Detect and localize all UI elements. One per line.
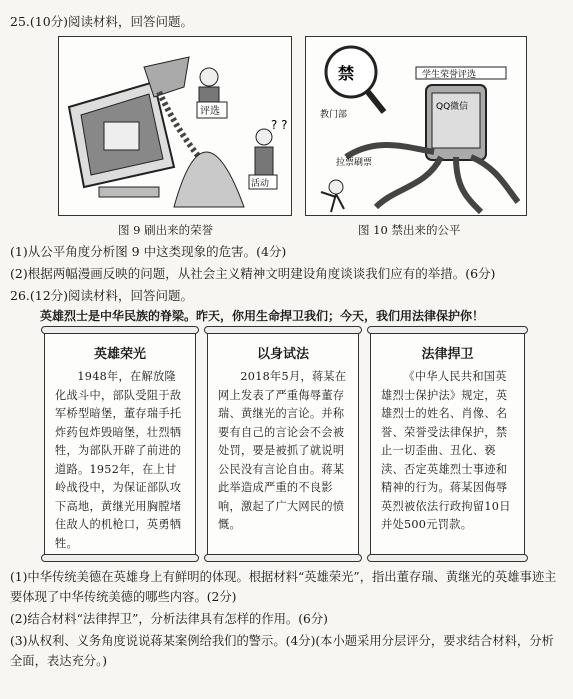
q26-item-3: (3)从权利、义务角度说说蒋某案例给我们的警示。(4分)(本小题采用分层评分，要求结合材料，分析全面，表达充分。): [10, 634, 554, 668]
q26-item-2: (2)结合材料“法律捍卫”，分析法律具有怎样的作用。(6分): [10, 612, 328, 626]
scroll-law-defend: [370, 330, 525, 558]
scroll-title: 英雄荣光: [93, 347, 146, 362]
scroll-title: 法律捍卫: [421, 347, 474, 362]
q25-item-2: (2)根据两幅漫画反映的问题，从社会主义精神文明建设角度谈谈我们应有的举措。(6分): [10, 266, 496, 281]
svg-text:? ?: ? ?: [271, 118, 288, 132]
scroll-title: 以身试法: [256, 347, 309, 362]
cartoon-fig10: [305, 36, 527, 216]
fig10-ban-label: 禁: [338, 64, 355, 83]
fig10-dept-label: 教门部: [320, 110, 348, 120]
scroll-hero-glory: [44, 330, 196, 558]
fig10-banner-label: 学生荣誉评选: [422, 70, 477, 80]
scroll-body: 2018年5月，蒋某在网上发表了严重侮辱董存瑞、黄继光的言论。并称要有自己的言论会不会被处罚，要是被抓了就说明公民没有言论自由。蒋某此举造成严重的不良影响，激起了广大网民的愤慨。: [218, 370, 347, 531]
scroll-body: 《中华人民共和国英雄烈士保护法》规定，英雄烈士的姓名、肖像、名誉、荣誉受法律保护，禁止一切歪曲、丑化、亵渎、否定英雄烈士事迹和精神的行为。蒋某因侮辱英烈被依法行政拘留10日并处500元罚款。: [381, 370, 511, 531]
q26-item-1: (1)中华传统美德在英雄身上有鲜明的体现。根据材料“英雄荣光”，指出董存瑞、黄继光的英雄事迹主要体现了中华传统美德的哪些内容。(2分): [10, 570, 557, 604]
caption-fig9: 图 9 刷出来的荣誉: [118, 223, 214, 237]
cartoon-area: [58, 36, 526, 216]
fig9-sign-huodong: 活动: [251, 179, 270, 189]
q26-header: 26.(12分)阅读材料，回答问题。: [10, 288, 194, 303]
cartoon-fig10-drawing: [306, 37, 526, 215]
material-banner: 英雄烈士是中华民族的脊梁。昨天，你用生命捍卫我们；今天，我们用法律保护你！: [40, 309, 485, 323]
cartoon-fig9: [58, 36, 292, 216]
q25-item-1: (1)从公平角度分析图 9 中这类现象的危害。(4分): [10, 244, 287, 259]
scroll-test-law: [207, 330, 359, 558]
caption-fig10: 图 10 禁出来的公平: [358, 223, 461, 237]
cartoon-fig9-drawing: [59, 37, 291, 215]
scroll-body: 1948年，在解放隆化战斗中，部队受阻于敌军桥型暗堡，董存瑞手托炸药包炸毁暗堡，壮烈牺牲，为部队开辟了前进的道路。1952年，在上甘岭战役中，为保证部队攻下高地，黄继光用胸膛堵住敌人的机枪口，英勇牺牲。: [55, 370, 182, 550]
fig9-sign-pingxuan: 评选: [200, 106, 220, 117]
q25-header: 25.(10分)阅读材料，回答问题。: [10, 14, 194, 29]
fig10-vote-label: 拉票刷票: [336, 158, 373, 168]
fig10-phone-label: QQ微信: [436, 102, 469, 112]
